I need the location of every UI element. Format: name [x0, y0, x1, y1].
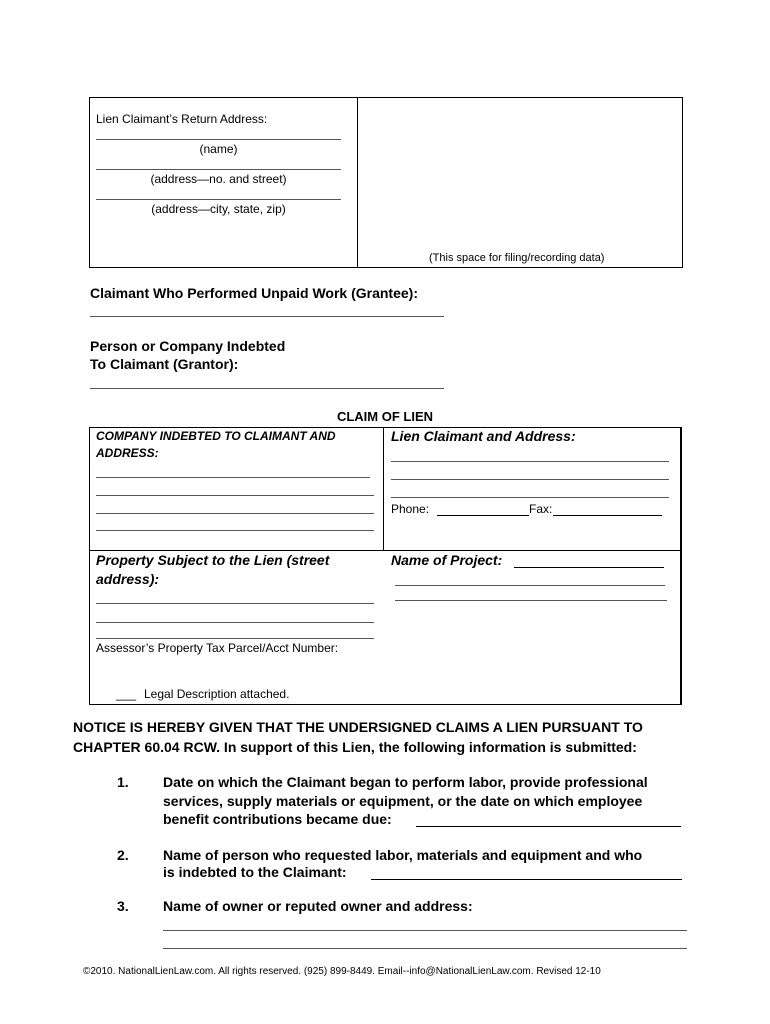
property-line-2[interactable] [96, 622, 374, 623]
grantee-line[interactable] [90, 316, 444, 317]
property-line-3[interactable] [96, 638, 374, 639]
name-caption: (name) [199, 142, 238, 156]
property-heading-line2: address): [96, 571, 160, 587]
company-heading-line2: ADDRESS: [96, 446, 159, 460]
address-city-line[interactable] [96, 199, 341, 200]
item-2-name-field[interactable] [371, 879, 682, 880]
claim-table-h-divider [89, 550, 680, 551]
company-line-4[interactable] [96, 530, 374, 531]
item-1-number: 1. [117, 774, 129, 790]
notice-line2: CHAPTER 60.04 RCW. In support of this Lien, the following information is submitted: [73, 739, 637, 755]
grantor-label-line2: To Claimant (Grantor): [90, 356, 239, 372]
item-1-line2: services, supply materials or equipment, or the date on which employee [163, 793, 643, 809]
name-line[interactable] [96, 139, 341, 140]
header-box-divider [357, 97, 358, 267]
fax-label: Fax: [529, 502, 553, 516]
project-heading: Name of Project: [391, 552, 503, 568]
company-heading-line1: COMPANY INDEBTED TO CLAIMANT AND [96, 429, 336, 443]
item-1-line1: Date on which the Claimant began to perform labor, provide professional [163, 774, 648, 790]
property-heading-line1: Property Subject to the Lien (street [96, 552, 330, 568]
lien-claimant-line-3[interactable] [391, 497, 669, 498]
lien-claimant-line-1[interactable] [391, 461, 669, 462]
footer-copyright: ©2010. NationalLienLaw.com. All rights reserved. (925) 899-8449. Email--info@NationalLienLaw.com. Revised 12-10 [83, 966, 601, 977]
grantor-line[interactable] [90, 388, 444, 389]
address-city-caption: (address—city, state, zip) [151, 202, 286, 216]
address-street-line[interactable] [96, 169, 341, 170]
parcel-label: Assessor’s Property Tax Parcel/Acct Number: [96, 641, 339, 655]
item-2-number: 2. [117, 847, 129, 863]
lien-claimant-line-2[interactable] [391, 479, 669, 480]
item-3-owner-line-2[interactable] [163, 948, 687, 949]
claim-table-v-divider-top [383, 427, 384, 550]
item-1-line3: benefit contributions became due: [163, 811, 392, 827]
company-line-3[interactable] [96, 513, 374, 514]
address-street-caption: (address—no. and street) [150, 172, 287, 186]
grantor-label-line1: Person or Company Indebted [90, 338, 286, 354]
item-3-owner-line-1[interactable] [163, 930, 687, 931]
property-line-1[interactable] [96, 603, 374, 604]
item-3-number: 3. [117, 898, 129, 914]
company-line-2[interactable] [96, 495, 374, 496]
item-3-line1: Name of owner or reputed owner and address: [163, 898, 473, 914]
project-field[interactable] [514, 567, 664, 568]
grantee-label: Claimant Who Performed Unpaid Work (Grantee): [90, 285, 418, 301]
project-line-3[interactable] [395, 600, 667, 601]
lien-claimant-heading: Lien Claimant and Address: [391, 428, 576, 444]
phone-label: Phone: [391, 502, 430, 516]
item-2-line1: Name of person who requested labor, materials and equipment and who [163, 847, 643, 863]
project-line-2[interactable] [395, 585, 665, 586]
legal-description-checkbox[interactable]: ___ [116, 687, 137, 701]
item-2-line2: is indebted to the Claimant: [163, 864, 347, 880]
recording-caption: (This space for filing/recording data) [429, 252, 605, 264]
item-1-date-field[interactable] [416, 826, 681, 827]
legal-description-label: Legal Description attached. [144, 687, 290, 701]
fax-field[interactable] [553, 515, 662, 516]
return-address-label: Lien Claimant’s Return Address: [96, 112, 268, 126]
notice-line1: NOTICE IS HEREBY GIVEN THAT THE UNDERSIGNED CLAIMS A LIEN PURSUANT TO [73, 719, 643, 735]
company-line-1[interactable] [96, 477, 370, 478]
phone-field[interactable] [437, 515, 529, 516]
claim-title: CLAIM OF LIEN [336, 409, 434, 424]
